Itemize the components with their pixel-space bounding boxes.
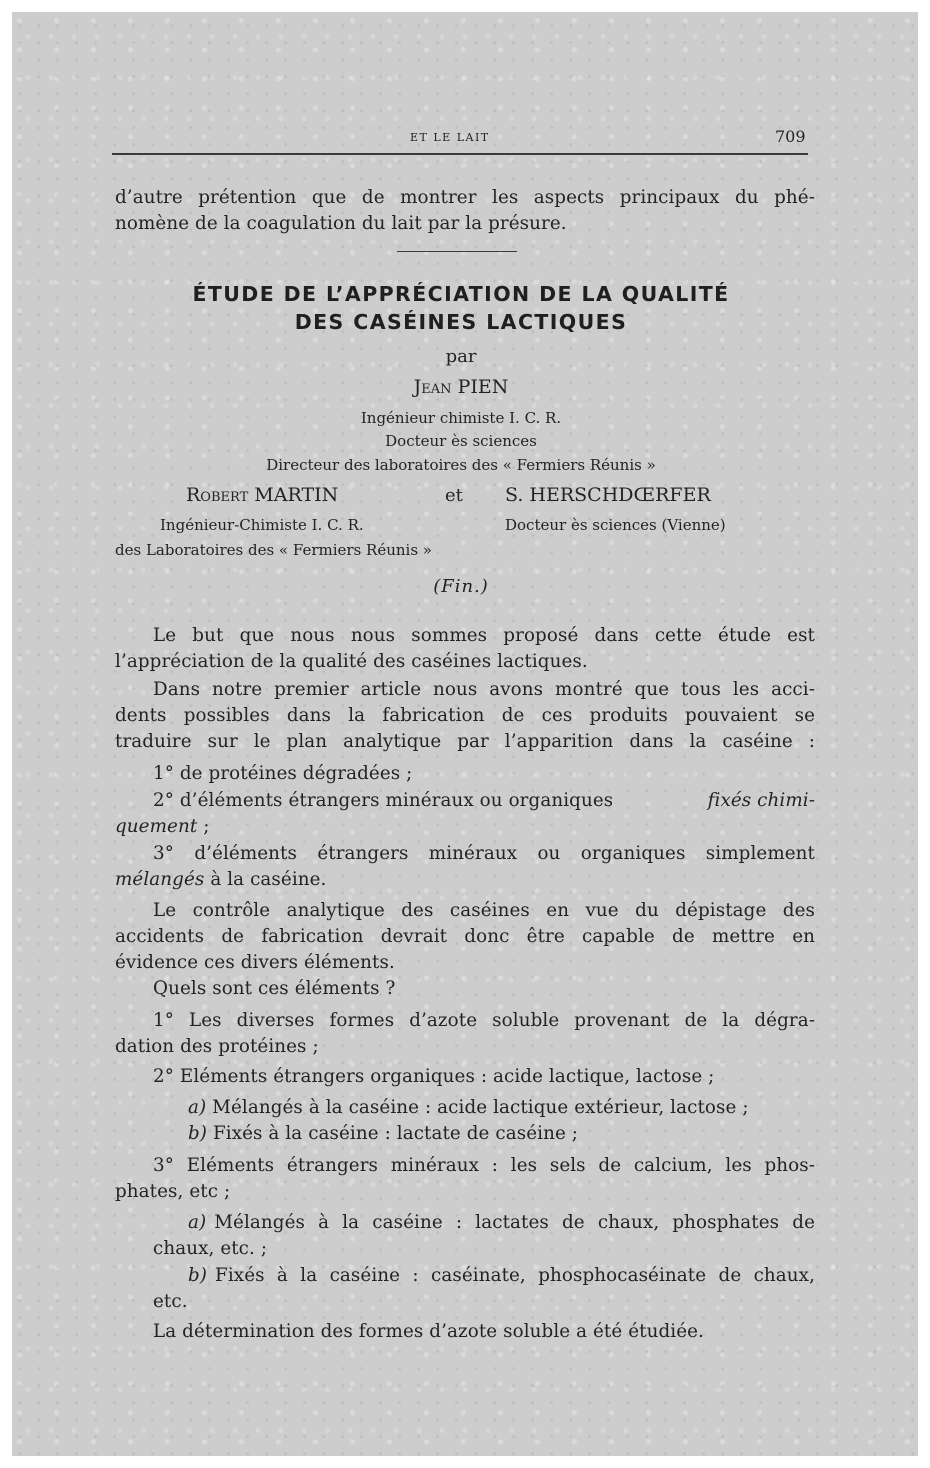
intro-line: d’autre prétention que de montrer les aspects principaux du phé- <box>115 187 815 208</box>
sub-list-item <box>188 1212 815 1233</box>
sub-list-letter: b) <box>188 1123 208 1144</box>
body-line: Quels sont ces éléments ? <box>153 978 396 999</box>
body-line: l’appréciation de la qualité des caséines lactiques. <box>115 651 588 672</box>
sub-list-item <box>188 1123 578 1144</box>
author-credential: Ingénieur chimiste I. C. R. <box>360 409 562 427</box>
intro-line: nomène de la coagulation du lait par la présure. <box>115 213 567 234</box>
author-credential: Ingénieur-Chimiste I. C. R. <box>160 516 364 534</box>
author-name: S. HERSCHDŒRFER <box>505 484 711 506</box>
page-number: 709 <box>775 127 806 146</box>
article-title-line: DES CASÉINES LACTIQUES <box>294 310 628 334</box>
sub-list-text: Mélangés à la caséine : lactates de chaux, phosphates de <box>214 1212 815 1233</box>
list-item: 3° d’éléments étrangers minéraux ou organiques simplement <box>153 843 815 864</box>
list-item: 3° Eléments étrangers minéraux : les sels de calcium, les phos- <box>153 1155 815 1176</box>
article-title-line: ÉTUDE DE L’APPRÉCIATION DE LA QUALITÉ <box>192 282 730 306</box>
list-item-continuation: phates, etc ; <box>115 1181 231 1202</box>
body-line: Le contrôle analytique des caséines en vue du dépistage des <box>153 900 815 921</box>
body-line: Le but que nous nous sommes proposé dans cette étude est <box>153 625 815 646</box>
author-name <box>100 376 822 398</box>
sub-list-text: Mélangés à la caséine : acide lactique extérieur, lactose ; <box>212 1097 749 1118</box>
list-item-emphasis: quement <box>115 816 198 837</box>
list-item-emphasis: fixés chimi- <box>707 790 815 811</box>
list-item: 1° Les diverses formes d’azote soluble provenant de la dégra- <box>153 1010 815 1031</box>
header-rule <box>112 153 808 155</box>
conjunction: et <box>445 485 463 506</box>
author-credential: Docteur ès sciences <box>385 432 537 450</box>
list-item: 2° Eléments étrangers organiques : acide lactique, lactose ; <box>153 1066 715 1087</box>
author-credential: Directeur des laboratoires des « Fermiers Réunis » <box>266 456 656 474</box>
author-first-name: Jean <box>413 376 452 398</box>
by-line: par <box>445 346 477 367</box>
list-item-text: à la caséine. <box>210 869 327 890</box>
sub-list-letter: a) <box>188 1212 207 1233</box>
sub-list-text: Fixés à la caséine : lactate de caséine ; <box>212 1123 579 1144</box>
list-item-continuation <box>115 816 209 837</box>
author-last-name: PIEN <box>457 376 509 398</box>
separator-rule <box>397 251 517 252</box>
sub-list-letter: b) <box>188 1265 208 1286</box>
body-line: dents possibles dans la fabrication de ces produits pouvaient se <box>115 705 815 726</box>
body-line: Dans notre premier article nous avons montré que tous les acci- <box>153 679 815 700</box>
continuation-note: (Fin.) <box>433 576 489 597</box>
sub-list-continuation: etc. <box>153 1291 188 1312</box>
list-item-text: 2° d’éléments étrangers minéraux ou organiques <box>153 790 614 811</box>
list-item-continuation: dation des protéines ; <box>115 1036 319 1057</box>
author-credential: des Laboratoires des « Fermiers Réunis » <box>115 541 432 559</box>
running-title: ET LE LAIT <box>410 131 490 144</box>
list-item-emphasis: mélangés <box>115 869 205 890</box>
sub-list-letter: a) <box>188 1097 207 1118</box>
body-line: accidents de fabrication devrait donc être capable de mettre en <box>115 926 815 947</box>
list-item-continuation <box>115 869 326 890</box>
sub-list-item <box>188 1097 749 1118</box>
list-item: 1° de protéines dégradées ; <box>153 763 413 784</box>
author-first-name: Robert <box>186 484 249 506</box>
sub-list-text: Fixés à la caséine : caséinate, phosphocaséinate de chaux, <box>215 1265 815 1286</box>
sub-list-continuation: chaux, etc. ; <box>153 1238 268 1259</box>
list-item-text: ; <box>203 816 210 837</box>
author-last-name: MARTIN <box>254 484 339 506</box>
body-line: évidence ces divers éléments. <box>115 952 395 973</box>
author-name <box>186 484 338 506</box>
list-item <box>153 790 815 811</box>
body-line: traduire sur le plan analytique par l’apparition dans la caséine : <box>115 731 815 752</box>
author-credential: Docteur ès sciences (Vienne) <box>505 516 726 534</box>
sub-list-item <box>188 1265 815 1286</box>
body-line: La détermination des formes d’azote soluble a été étudiée. <box>153 1321 704 1342</box>
